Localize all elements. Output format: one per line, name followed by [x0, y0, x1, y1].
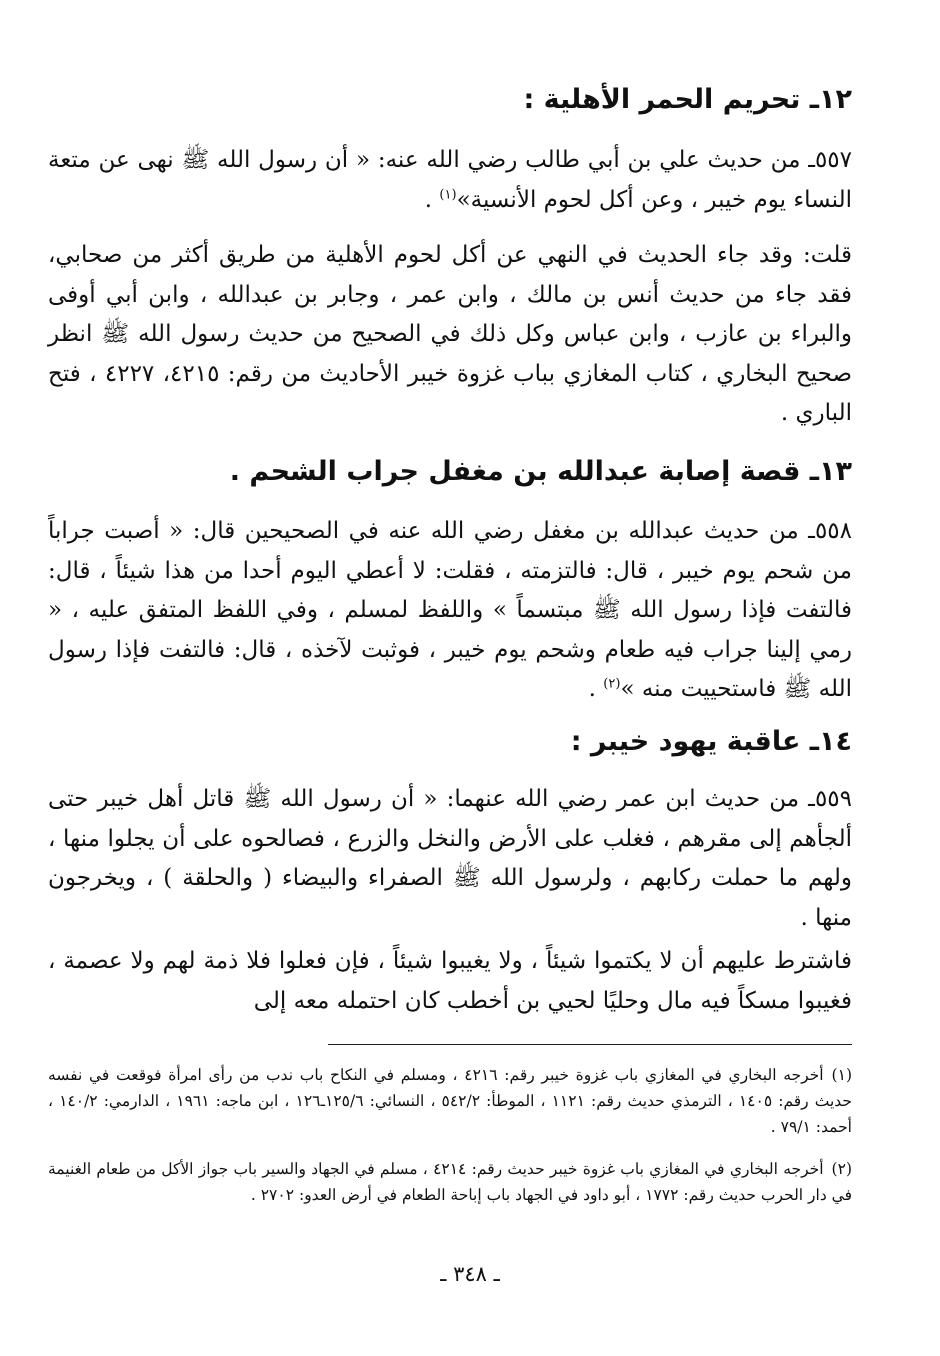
hadith-558-text: ٥٥٨ـ من حديث عبدالله بن مغفل رضي الله عنه في الصحيحين قال: « أصبت جراباً من شحم يوم خيبر ، قال: فالتزمته ، فقلت: لا أعطي اليوم أحدا من هذا شيئاً ، قال: فالتفت فإذا رسول الله ﷺ مبتسماً » واللفظ لمسلم ، وفي اللفظ المتفق عليه ، « رمي إلينا جراب فيه طعام وشحم يوم خيبر ، فوثبت لآخذه ، قال: فالتفت فإذا رسول الله ﷺ فاستحييت منه »: [48, 518, 852, 702]
hadith-557-tail: .: [424, 186, 440, 213]
commentary-paragraph: [48, 236, 852, 434]
footnote-ref-2[interactable]: (٢): [603, 676, 621, 692]
footnotes-2: [48, 1156, 852, 1208]
footnote-1-text: أخرجه البخاري في المغازي باب غزوة خيبر رقم: ٤٢١٦ ، ومسلم في النكاح باب ندب من رأى امرأة فوقعت في نفسه حديث رقم: ١٤٠٥ ، الترمذي حديث رقم: ١١٢١ ، الموطأ: ٥٤٢/٢ ، النسائي: ١٢٥/٦ـ١٢٦ ، ابن ماجه: ١٩٦١ ، الدارمي: ١٤٠/٢ ، أحمد: ٧٩/١ .: [48, 1066, 853, 1136]
footnote-1: [48, 1062, 852, 1140]
section-heading-13: ١٣ـ قصة إصابة عبدالله بن مغفل جراب الشحم .: [229, 456, 852, 487]
footnote-2-number: (٢): [831, 1160, 852, 1178]
hadith-559-text: ٥٥٩ـ من حديث ابن عمر رضي الله عنهما: « أن رسول الله ﷺ قاتل أهل خيبر حتى ألجأهم إلى مقرهم ، فغلب على الأرض والنخل والزرع ، فصالحوه على أن يجلوا منها ، ولهم ما حملت ركابهم ، ولرسول الله ﷺ الصفراء والبيضاء ( والحلقة ) ، ويخرجون منها .: [48, 786, 852, 931]
hadith-559-continuation: [48, 942, 852, 1021]
hadith-559: [48, 780, 852, 938]
hadith-559-continuation-text: فاشترط عليهم أن لا يكتموا شيئاً ، ولا يغيبوا شيئاً ، فإن فعلوا فلا ذمة لهم ولا عصمة ، فغيبوا مسكاً فيه مال وحليًا لحيي بن أخطب كان احتمله معه إلى: [48, 948, 852, 1014]
hadith-558: [48, 512, 852, 710]
footnote-1-number: (١): [831, 1066, 852, 1084]
hadith-557-text: ٥٥٧ـ من حديث علي بن أبي طالب رضي الله عنه: « أن رسول الله ﷺ نهى عن متعة النساء يوم خيبر ، وعن أكل لحوم الأنسية»: [48, 147, 852, 213]
commentary-text: قلت: وقد جاء الحديث في النهي عن أكل لحوم الأهلية من طريق أكثر من صحابي، فقد جاء من حديث أنس بن مالك ، وابن عمر ، وجابر بن عبدالله ، وابن أبي أوفى والبراء بن عازب ، وابن عباس وكل ذلك في الصحيح من حديث رسول الله ﷺ انظر صحيح البخاري ، كتاب المغازي بباب غزوة خيبر الأحاديث من رقم: ٤٢١٥، ٤٢٢٧ ، فتح الباري .: [48, 242, 852, 426]
page-number: ـ ٣٤٨ ـ: [440, 1262, 500, 1286]
section-heading-12: ١٢ـ تحريم الحمر الأهلية :: [523, 84, 852, 115]
footnote-2: [48, 1156, 852, 1208]
section-heading-14: ١٤ـ عاقبة يهود خيبر :: [570, 726, 852, 757]
hadith-558-tail: .: [588, 676, 604, 702]
footnote-divider: [328, 1044, 852, 1045]
footnotes: [48, 1062, 852, 1140]
hadith-557: [48, 141, 852, 220]
footnote-2-text: أخرجه البخاري في المغازي باب غزوة خيبر حديث رقم: ٤٢١٤ ، مسلم في الجهاد والسير باب جواز الأكل من طعام الغنيمة في دار الحرب حديث رقم: ١٧٧٢ ، أبو داود في الجهاد باب إباحة الطعام في أرض العدو: ٢٧٠٢ .: [48, 1160, 852, 1204]
footnote-ref-1[interactable]: (١): [439, 186, 457, 202]
